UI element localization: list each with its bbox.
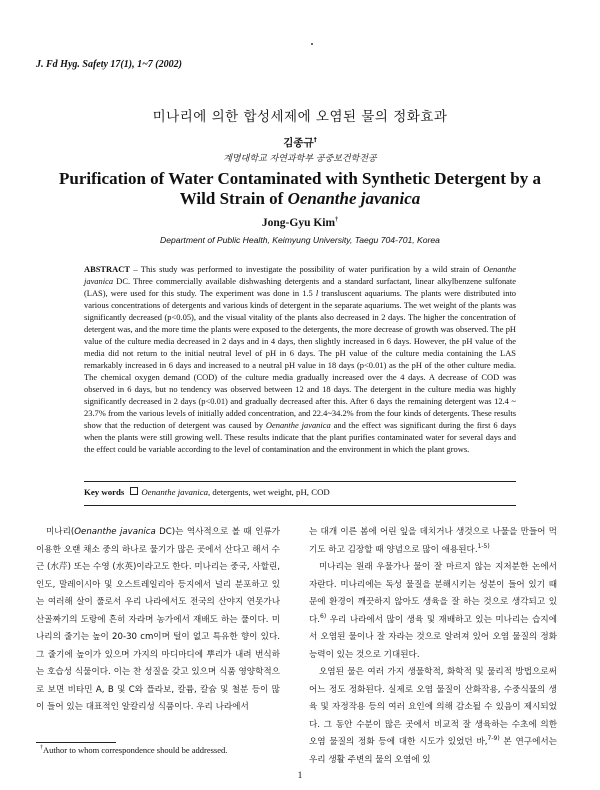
abstract-label: ABSTRACT xyxy=(84,264,130,274)
english-author: Jong-Gyu Kim† xyxy=(261,217,339,229)
scan-dot xyxy=(311,43,313,45)
english-affiliation: Department of Public Health, Keimyung University, Taegu 704-701, Korea xyxy=(160,235,440,245)
journal-citation: J. Fd Hyg. Safety 17(1), 1~7 (2002) xyxy=(36,59,182,70)
korean-affiliation: 계명대학교 자연과학부 공중보건학전공 xyxy=(223,154,377,164)
keywords: Key words Oenanthe javanica, detergents, wet weight, pH, COD xyxy=(84,487,330,497)
divider-bottom xyxy=(84,505,516,506)
keyword-box-icon xyxy=(130,487,138,495)
body-column-right: 는 대개 이른 봄에 어린 잎을 데치거나 생것으로 나물을 만들어 먹기도 하고 김장할 때 양념으로 많이 애용된다.$^{1-5)}$ 미나리는 원래 우물가나 물이 잘 마르지 않는 지저분한 논에서 자란다. 미나리에는 독성 물질을 분해시키는 성분이 들어 있기 때문에 환경이 깨끗하지 않아도 생육을 잘 하는 것으로 생각되고 있다.$^{6)}$ 우리 나라에서 많이 생육 및 재배하고 있는 미나리는 습지에서 오염된 물이나 잘 자라는 것으로 알려져 있어 오염 물질의 정화 능력이 있는 것으로 기대된다. 오염된 물은 여러 가지 생물학적, 화학적 및 물리적 방법으로써 어느 정도 정화된다. 실제로 오염 물질이 산화작용, 수중식물의 생육 및 자정작용 등의 여러 요인에 의해 감소될 수 있음이 제시되었다. 그 동안 수분이 많은 곳에서 비교적 잘 생육하는 수초에 의한 오염 물질의 정화 등에 대한 시도가 있었던 바,$^{7-9)}$ 본 연구에서는 우리 생활 주변의 물의 오염에 있 xyxy=(309,527,557,765)
abstract: ABSTRACT – This study was performed to investigate the possibility of water purification by a wild strain of Oenanthe javanica DC. Three commercially available dishwashing detergents and a standard surfactant, linear alkylbenzene sulfonate (LAS), were used for this study. The experiment was done in 1.5 l transluscent aquariums. The plants were distributed into various concentrations of detergents and various kinds of detergent in the separate aquariums. The wet weight of the plants was significantly decreased (p<0.05), and the visual vitality of the plants also decreased in 2 days. The higher the concentration of detergent was, and the more time the plants were exposed to the detergents, the more decrease of growth was observed. The pH value of the culture media decreased in 2 days and in 4 days, then slightly increased in 6 days. However, the pH value of the media did not return to the initial neutral level of pH in 6 days. The pH value of the culture media containing the LAS remarkably increased in 6 days and increased to a neutral pH value in 18 days (p<0.01) as the pH of the other culture media. The chemical oxygen demand (COD) of the culture media gradually increased over the 4 days. A decrease of COD was observed in 6 days, but no tendency was observed between 12 and 18 days. The detergent in the culture media was highly significantly decreased in 2 days (p<0.01) and gradually decreased after this. After 6 days the remaining detergent was 12.4 ~ 23.7% from the various levels of initially added concentration, and 22.4~34.2% from the four kinds of detergents. These results show that the reduction of detergent was caused by Oenanthe javanica and the effect was significant during the first 6 days when the plants were still growing well. These results indicate that the plant purifies contaminated water for several days and the effect could be variable according to the level of contamination and the environment in which the plant grows. xyxy=(84,264,517,454)
page-number: 1 xyxy=(297,771,303,781)
korean-title: 미나리에 의한 합성세제에 오염된 물의 정화효과 xyxy=(152,109,448,125)
korean-author: 김종규† xyxy=(283,136,317,149)
footnote: †Author to whom correspondence should be addressed. xyxy=(40,745,228,755)
divider-top xyxy=(84,481,516,482)
english-title: Purification of Water Contaminated with Synthetic Detergent by a Wild Strain of Oenanthe javanica xyxy=(59,169,541,208)
footnote-rule xyxy=(36,742,116,743)
body-column-left: 미나리(Oenanthe javanica DC)는 역사적으로 볼 때 인류가 이용한 오랜 채소 중의 하나로 물기가 많은 곳에서 산다고 해서 수근 (水芹) 또는 수영 (水英)이라고도 한다. 미나리는 중국, 사할린, 인도, 말레이시아 및 오스트레일리아 등지에서 널리 분포하고 있는 여러해 살이 풀로서 우리 나라에서도 전국의 산야지 연못가나 산골짜기의 도랑에 흔히 자라며 농가에서 재배도 하는 풀이다. 미나리의 줄기는 높이 20-30 cm이며 털이 없고 특유한 향이 있다. 그 줄기에 높이가 있으며 가지의 마디마디에 뿌리가 내려 번식하는 호습성 식물이다. 이는 찬 성질을 갖고 있으며 식품 영양학적으로 보면 비타민 A, B 및 C와 플라보, 칼륨, 칼슘 및 철분 등이 많이 들어 있는 대표적인 알칼리성 식품이다. 우리 나라에서 xyxy=(36,527,280,712)
